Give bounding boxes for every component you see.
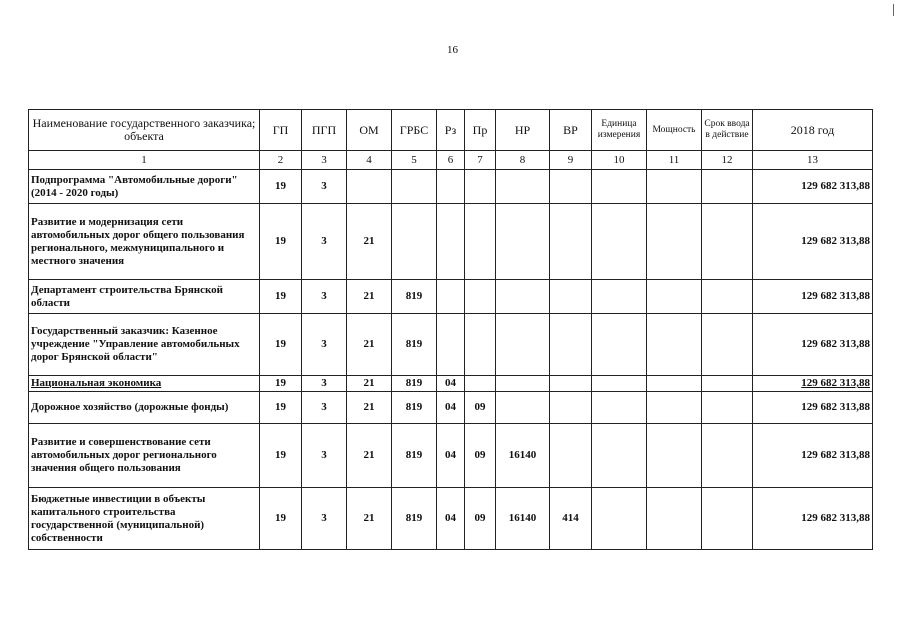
cell-om: 21: [347, 376, 392, 392]
cell-nr: 16140: [496, 424, 550, 488]
cell-rz: 04: [437, 392, 465, 424]
cell-term: [702, 314, 753, 376]
column-number: 12: [702, 151, 753, 170]
column-number: 11: [647, 151, 702, 170]
cell-vr: [550, 170, 592, 204]
header-grbs: ГРБС: [392, 110, 437, 151]
page-number: 16: [447, 44, 458, 56]
cell-amount: 129 682 313,88: [753, 314, 873, 376]
cell-unit: [592, 204, 647, 280]
row-name: Департамент строительства Брянской области: [29, 280, 260, 314]
header-term: Срок ввода в действие: [702, 110, 753, 151]
column-number: 8: [496, 151, 550, 170]
table-row: [29, 280, 873, 314]
cell-pgp: 3: [302, 392, 347, 424]
column-number-row: [29, 151, 873, 170]
cell-nr: 16140: [496, 488, 550, 550]
row-name: Бюджетные инвестиции в объекты капитального строительства государственной (муниципальной) собственности: [29, 488, 260, 550]
header-pr: Пр: [465, 110, 496, 151]
cell-unit: [592, 376, 647, 392]
cell-vr: 414: [550, 488, 592, 550]
cell-pgp: 3: [302, 170, 347, 204]
cell-pgp: 3: [302, 280, 347, 314]
header-pgp: ПГП: [302, 110, 347, 151]
cell-term: [702, 170, 753, 204]
cell-term: [702, 392, 753, 424]
cell-pr: [465, 314, 496, 376]
cell-grbs: 819: [392, 376, 437, 392]
cell-amount: 129 682 313,88: [753, 204, 873, 280]
cell-grbs: 819: [392, 488, 437, 550]
cell-nr: [496, 376, 550, 392]
header-vr: ВР: [550, 110, 592, 151]
cell-om: 21: [347, 424, 392, 488]
cell-pr: 09: [465, 488, 496, 550]
cell-pgp: 3: [302, 424, 347, 488]
cell-amount: 129 682 313,88: [753, 170, 873, 204]
cell-amount: [753, 376, 873, 392]
cell-gp: 19: [260, 488, 302, 550]
cell-rz: 04: [437, 376, 465, 392]
cell-nr: [496, 280, 550, 314]
budget-table: [28, 109, 873, 550]
column-number: 10: [592, 151, 647, 170]
cell-nr: [496, 204, 550, 280]
cell-om: 21: [347, 392, 392, 424]
cell-unit: [592, 170, 647, 204]
cell-amount: 129 682 313,88: [753, 488, 873, 550]
corner-mark: [893, 4, 894, 16]
cell-term: [702, 488, 753, 550]
cell-rz: 04: [437, 488, 465, 550]
cell-amount: 129 682 313,88: [753, 392, 873, 424]
header-om: ОМ: [347, 110, 392, 151]
cell-unit: [592, 392, 647, 424]
cell-rz: [437, 204, 465, 280]
row-name: Развитие и модернизация сети автомобильных дорог общего пользования регионального, межмуниципального и местного значения: [29, 204, 260, 280]
column-number: 9: [550, 151, 592, 170]
row-name-text: Национальная экономика: [31, 377, 162, 389]
header-name: Наименование государственного заказчика; объекта: [29, 110, 260, 151]
cell-unit: [592, 280, 647, 314]
cell-amount-text: 129 682 313,88: [801, 377, 870, 389]
table-row: [29, 204, 873, 280]
cell-grbs: 819: [392, 392, 437, 424]
cell-grbs: [392, 204, 437, 280]
cell-capacity: [647, 280, 702, 314]
table-row: [29, 376, 873, 392]
cell-rz: [437, 170, 465, 204]
cell-capacity: [647, 488, 702, 550]
row-name: Развитие и совершенствование сети автомобильных дорог регионального значения общего пользования: [29, 424, 260, 488]
cell-capacity: [647, 424, 702, 488]
table-row: [29, 488, 873, 550]
column-number: 6: [437, 151, 465, 170]
row-name: Дорожное хозяйство (дорожные фонды): [29, 392, 260, 424]
cell-amount: 129 682 313,88: [753, 424, 873, 488]
cell-pr: 09: [465, 392, 496, 424]
cell-gp: 19: [260, 314, 302, 376]
cell-om: 21: [347, 204, 392, 280]
cell-capacity: [647, 170, 702, 204]
cell-vr: [550, 204, 592, 280]
cell-vr: [550, 424, 592, 488]
cell-om: 21: [347, 280, 392, 314]
row-name: [29, 376, 260, 392]
cell-gp: 19: [260, 170, 302, 204]
cell-pgp: 3: [302, 204, 347, 280]
cell-unit: [592, 488, 647, 550]
header-capacity: Мощность: [647, 110, 702, 151]
header-rz: Рз: [437, 110, 465, 151]
row-name: Подпрограмма "Автомобильные дороги" (2014 - 2020 годы): [29, 170, 260, 204]
cell-vr: [550, 392, 592, 424]
cell-pgp: 3: [302, 314, 347, 376]
cell-rz: 04: [437, 424, 465, 488]
column-number: 5: [392, 151, 437, 170]
table-row: [29, 392, 873, 424]
cell-pr: [465, 204, 496, 280]
cell-gp: 19: [260, 424, 302, 488]
cell-rz: [437, 280, 465, 314]
cell-gp: 19: [260, 392, 302, 424]
cell-term: [702, 280, 753, 314]
cell-capacity: [647, 376, 702, 392]
column-number: 1: [29, 151, 260, 170]
cell-pr: [465, 376, 496, 392]
cell-grbs: [392, 170, 437, 204]
header-unit: Единица измерения: [592, 110, 647, 151]
cell-om: 21: [347, 314, 392, 376]
column-number: 7: [465, 151, 496, 170]
header-row: [29, 110, 873, 151]
cell-pr: [465, 170, 496, 204]
cell-vr: [550, 280, 592, 314]
cell-capacity: [647, 314, 702, 376]
cell-pr: 09: [465, 424, 496, 488]
table-row: [29, 424, 873, 488]
cell-pr: [465, 280, 496, 314]
cell-vr: [550, 314, 592, 376]
column-number: 4: [347, 151, 392, 170]
table-row: [29, 170, 873, 204]
cell-unit: [592, 424, 647, 488]
cell-gp: 19: [260, 376, 302, 392]
cell-capacity: [647, 204, 702, 280]
cell-grbs: 819: [392, 424, 437, 488]
cell-grbs: 819: [392, 280, 437, 314]
cell-unit: [592, 314, 647, 376]
cell-pgp: 3: [302, 488, 347, 550]
column-number: 2: [260, 151, 302, 170]
cell-capacity: [647, 392, 702, 424]
cell-nr: [496, 392, 550, 424]
cell-grbs: 819: [392, 314, 437, 376]
cell-nr: [496, 314, 550, 376]
cell-nr: [496, 170, 550, 204]
cell-pgp: 3: [302, 376, 347, 392]
cell-term: [702, 376, 753, 392]
cell-gp: 19: [260, 280, 302, 314]
cell-term: [702, 204, 753, 280]
cell-gp: 19: [260, 204, 302, 280]
header-year: 2018 год: [753, 110, 873, 151]
cell-om: [347, 170, 392, 204]
cell-vr: [550, 376, 592, 392]
row-name: Государственный заказчик: Казенное учреждение "Управление автомобильных дорог Брянской области": [29, 314, 260, 376]
cell-om: 21: [347, 488, 392, 550]
cell-amount: 129 682 313,88: [753, 280, 873, 314]
column-number: 13: [753, 151, 873, 170]
header-nr: НР: [496, 110, 550, 151]
cell-rz: [437, 314, 465, 376]
header-gp: ГП: [260, 110, 302, 151]
cell-term: [702, 424, 753, 488]
table-row: [29, 314, 873, 376]
column-number: 3: [302, 151, 347, 170]
